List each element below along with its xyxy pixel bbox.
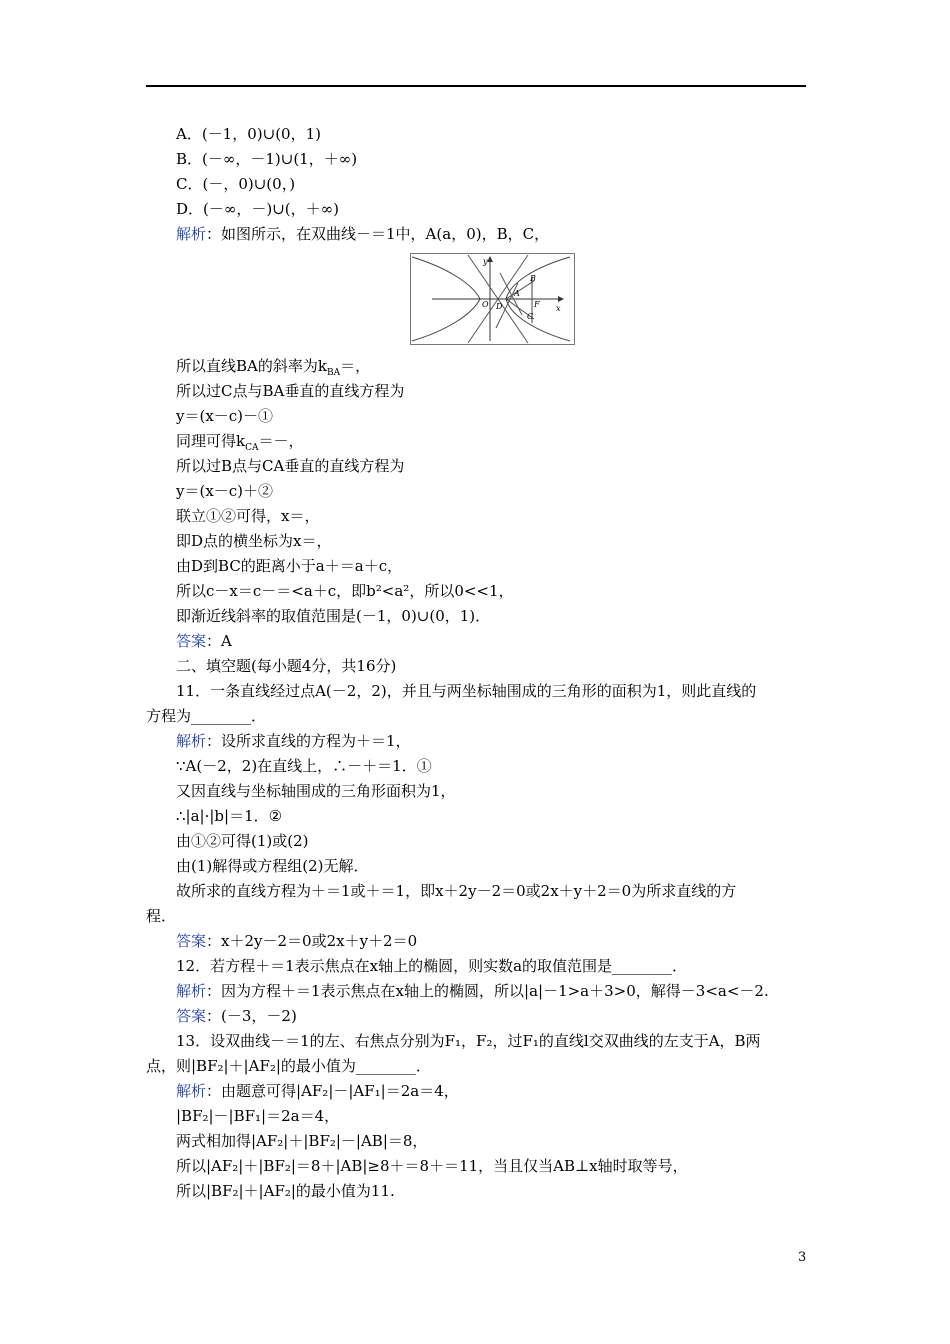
- option-d: D．(－∞，－)∪(，＋∞): [176, 200, 339, 218]
- text-line: 所以|AF₂|＋|BF₂|＝8＋|AB|≥8＋＝8＋＝11，当且仅当AB⊥x轴时取等号，: [176, 1157, 688, 1175]
- text-line: 同理可得$k_{CA}=-$，: [176, 432, 304, 453]
- answer-label: 答案: [176, 932, 207, 950]
- text-line: 所以c－x＝c－＝<a＋c，即b²<a²，所以0<<1，: [176, 582, 514, 600]
- text-line: 即渐近线斜率的取值范围是(－1，0)∪(0，1)．: [176, 607, 491, 625]
- section-heading: 二、填空题(每小题4分，共16分): [176, 657, 397, 675]
- solution-label: 解析: [176, 1082, 207, 1100]
- solution-line: 解析：设所求直线的方程为＋＝1，: [176, 732, 411, 750]
- option-c: C．(－，0)∪(0，): [176, 175, 296, 193]
- text-line: 即D点的横坐标为x＝，: [176, 532, 332, 550]
- solution-line: 解析：因为方程＋＝1表示焦点在x轴上的椭圆，所以|a|－1>a＋3>0，解得－3<a<－2.: [176, 982, 769, 1000]
- label-a: A: [514, 289, 520, 298]
- label-d: D: [496, 302, 503, 311]
- answer-line: 答案：A: [176, 632, 232, 650]
- solution-line: 解析：由题意可得|AF₂|－|AF₁|＝2a＝4，: [176, 1082, 459, 1100]
- text-line: 所以|BF₂|＋|AF₂|的最小值为11.: [176, 1182, 395, 1200]
- text-line: 由(1)解得或方程组(2)无解．: [176, 857, 369, 875]
- text-line: 由①②可得(1)或(2): [176, 832, 309, 850]
- question-12: 12．若方程＋＝1表示焦点在x轴上的椭圆，则实数a的取值范围是________．: [176, 957, 688, 975]
- solution-line: 解析：如图所示，在双曲线－＝1中，A(a，0)，B，C，: [176, 225, 550, 243]
- text-line: 故所求的直线方程为＋＝1或＋＝1，即x＋2y－2＝0或2x＋y＋2＝0为所求直线的方: [176, 882, 737, 900]
- answer-line: 答案：x＋2y－2＝0或2x＋y＋2＝0: [176, 932, 418, 950]
- answer-label: 答案: [176, 1007, 207, 1025]
- label-y: y: [483, 257, 488, 266]
- question-13-cont: 点，则|BF₂|＋|AF₂|的最小值为________．: [146, 1057, 431, 1075]
- header-rule: [146, 85, 806, 87]
- text-line: y＝(x－c)＋②: [176, 482, 274, 500]
- text-line: 程．: [146, 907, 177, 925]
- question-11-cont: 方程为________．: [146, 707, 267, 725]
- option-b: B．(－∞，－1)∪(1，＋∞): [176, 150, 358, 168]
- solution-label: 解析: [176, 732, 207, 750]
- text-line: 所以直线BA的斜率为$k_{BA}=$，: [176, 357, 371, 378]
- label-b: B: [530, 274, 536, 283]
- text-line: 又因直线与坐标轴围成的三角形面积为1，: [176, 782, 456, 800]
- text-line: 所以过B点与CA垂直的直线方程为: [176, 457, 405, 475]
- text-line: |BF₂|－|BF₁|＝2a＝4，: [176, 1107, 340, 1125]
- page-number: 3: [798, 1250, 807, 1265]
- text-line: 联立①②可得，x＝，: [176, 507, 320, 525]
- label-f: F: [534, 300, 540, 309]
- question-13: 13．设双曲线－＝1的左、右焦点分别为F₁，F₂，过F₁的直线l交双曲线的左支于A，B两: [176, 1032, 761, 1050]
- text-line: 两式相加得|AF₂|＋|BF₂|－|AB|＝8，: [176, 1132, 428, 1150]
- text-line: y＝(x－c)－①: [176, 407, 274, 425]
- label-c: C: [527, 312, 534, 321]
- answer-label: 答案: [176, 632, 207, 650]
- text-line: 所以过C点与BA垂直的直线方程为: [176, 382, 405, 400]
- text-line: 由D到BC的距离小于a＋＝a＋c，: [176, 557, 403, 575]
- text-line: ∵A(－2，2)在直线上，∴－＋＝1．①: [176, 757, 432, 775]
- hyperbola-figure: [410, 253, 575, 345]
- label-x: x: [556, 304, 561, 313]
- label-o: O: [482, 300, 489, 309]
- option-a: A．(－1，0)∪(0，1): [176, 125, 321, 143]
- solution-label: 解析: [176, 225, 207, 243]
- solution-label: 解析: [176, 982, 207, 1000]
- question-11: 11．一条直线经过点A(－2，2)，并且与两坐标轴围成的三角形的面积为1，则此直线的: [176, 682, 757, 700]
- text-line: ∴|a|·|b|＝1．②: [176, 807, 283, 825]
- answer-line: 答案：(－3，－2): [176, 1007, 297, 1025]
